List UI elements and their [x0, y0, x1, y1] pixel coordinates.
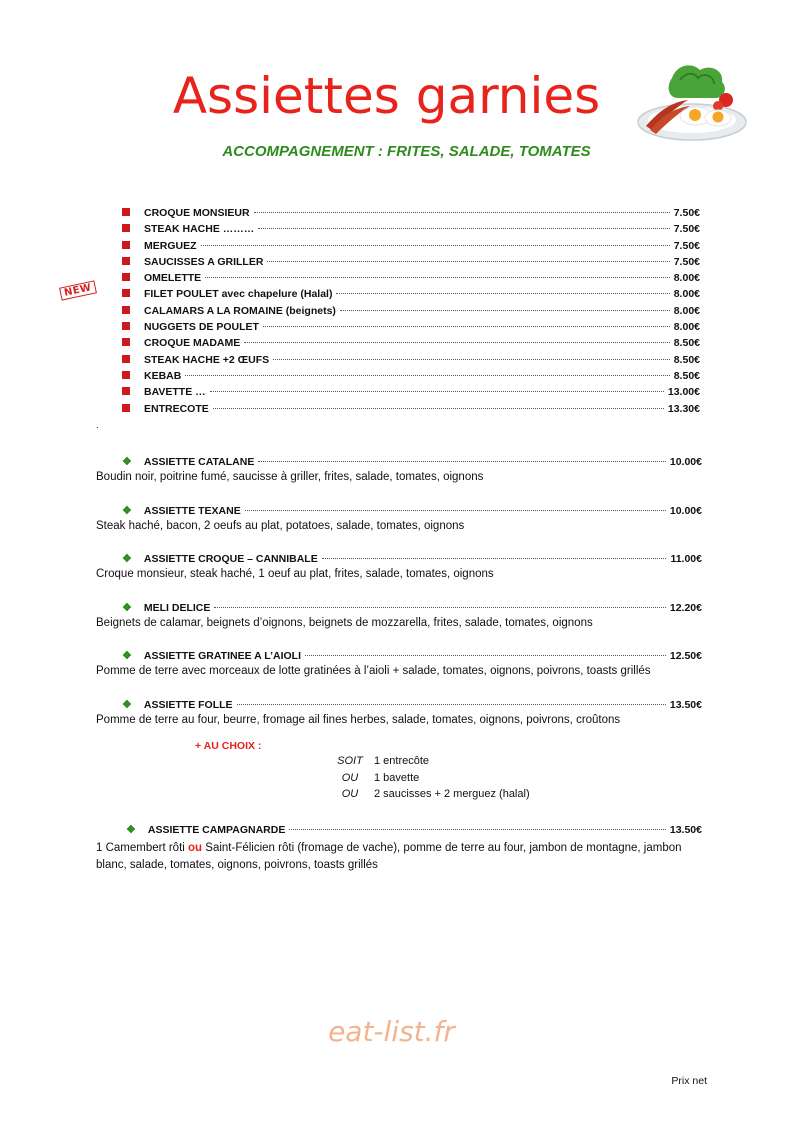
item-name: ASSIETTE GRATINEE A L’AIOLI: [143, 650, 301, 662]
au-choix-label: + AU CHOIX :: [195, 740, 262, 752]
dot-leader: [245, 510, 666, 511]
bullet-icon: [122, 355, 130, 363]
dot-leader: [336, 293, 669, 294]
dot-leader: [322, 558, 667, 559]
list-item: [122, 256, 700, 272]
list-item: [122, 272, 700, 288]
description-or: ou: [188, 842, 203, 854]
diamond-bullet-icon: ❖: [122, 505, 132, 517]
assiette-header: [96, 455, 702, 468]
bullet-icon: [122, 404, 130, 412]
item-name: KEBAB: [144, 369, 182, 382]
item-price: 7.50€: [673, 239, 700, 252]
dot-leader: [185, 375, 669, 376]
item-price: 10.00€: [669, 456, 702, 468]
item-name: ASSIETTE CATALANE: [143, 456, 255, 468]
item-description: Beignets de calamar, beignets d’oignons, beignets de mozzarella, frites, salade, tomates, oignons: [96, 617, 593, 629]
assiette-croque-cannibale: [96, 552, 702, 580]
breakfast-plate-icon: [632, 58, 747, 144]
item-price: 8.50€: [673, 353, 700, 366]
description-part: 1 Camembert rôti: [96, 842, 189, 854]
separator-dot: .: [96, 420, 99, 431]
price-list: [122, 207, 700, 419]
item-price: 13.00€: [667, 386, 700, 399]
bullet-icon: [122, 371, 130, 379]
footer-note: Prix net: [671, 1075, 707, 1087]
dot-leader: [267, 261, 669, 262]
item-name: STEAK HACHE +2 ŒUFS: [144, 353, 270, 366]
list-item: [122, 223, 700, 239]
dot-leader: [340, 310, 670, 311]
assiette-gratinee: [96, 649, 702, 677]
list-item: [122, 321, 700, 337]
item-price: 13.50€: [669, 699, 702, 711]
item-name: ASSIETTE TEXANE: [143, 505, 241, 517]
item-name: ASSIETTE CROQUE – CANNIBALE: [143, 553, 318, 565]
dot-leader: [210, 391, 664, 392]
choice-value: 1 bavette: [374, 771, 420, 784]
item-price: 13.50€: [669, 824, 702, 836]
item-name: ASSIETTE FOLLE: [143, 699, 233, 711]
diamond-bullet-icon: ❖: [122, 650, 132, 662]
assiette-header: [96, 823, 702, 836]
page-subtitle: ACCOMPAGNEMENT : FRITES, SALADE, TOMATES: [222, 143, 591, 160]
list-item: [122, 370, 700, 386]
dot-leader: [263, 326, 670, 327]
item-name: ASSIETTE CAMPAGNARDE: [147, 824, 286, 836]
item-name: ENTRECOTE: [144, 402, 209, 415]
assiette-header: [96, 649, 702, 662]
dot-leader: [201, 245, 670, 246]
dot-leader: [273, 359, 670, 360]
list-item: [122, 240, 700, 256]
list-item: [122, 207, 700, 223]
au-choix-options: [330, 755, 530, 805]
item-name: SAUCISSES A GRILLER: [144, 255, 264, 268]
item-name: FILET POULET avec chapelure (Halal): [144, 288, 333, 301]
item-name: CROQUE MONSIEUR: [144, 207, 250, 219]
item-price: 12.50€: [669, 650, 702, 662]
item-name: NUGGETS DE POULET: [144, 321, 259, 334]
item-name: STEAK HACHE ………: [144, 223, 255, 236]
bullet-icon: [122, 338, 130, 346]
choice-keyword: OU: [341, 771, 359, 784]
bullet-icon: [122, 387, 130, 395]
item-price: 8.00€: [673, 288, 700, 301]
dot-leader: [237, 704, 666, 705]
item-price: 10.00€: [669, 505, 702, 517]
choice-option: [330, 755, 530, 772]
list-item: [122, 337, 700, 353]
item-price: 8.50€: [673, 369, 700, 382]
assiette-header: [96, 504, 702, 517]
item-name: CROQUE MADAME: [144, 337, 241, 350]
bullet-icon: [122, 273, 130, 281]
item-description: [96, 840, 702, 874]
item-price: 8.00€: [673, 272, 700, 285]
assiette-header: [96, 601, 702, 614]
list-item: [122, 403, 700, 419]
diamond-bullet-icon: ❖: [126, 824, 136, 836]
item-price: 8.00€: [673, 321, 700, 334]
item-description: Croque monsieur, steak haché, 1 oeuf au plat, frites, salade, tomates, oignons: [96, 568, 494, 580]
item-name: MELI DELICE: [143, 602, 211, 614]
diamond-bullet-icon: ❖: [122, 699, 132, 711]
dot-leader: [214, 607, 665, 608]
item-name: CALAMARS A LA ROMAINE (beignets): [144, 304, 336, 317]
diamond-bullet-icon: ❖: [122, 553, 132, 565]
bullet-icon: [122, 208, 130, 216]
meli-delice: [96, 601, 702, 629]
item-price: 13.30€: [667, 402, 700, 415]
bullet-icon: [122, 257, 130, 265]
dot-leader: [258, 228, 669, 229]
dot-leader: [205, 277, 670, 278]
bullet-icon: [122, 224, 130, 232]
diamond-bullet-icon: ❖: [122, 602, 132, 614]
item-price: 8.00€: [673, 304, 700, 317]
assiette-texane: [96, 504, 702, 532]
item-price: 8.50€: [673, 337, 700, 350]
watermark: eat-list.fr: [328, 1015, 455, 1048]
list-item: [122, 288, 700, 304]
item-description: Pomme de terre avec morceaux de lotte gratinées à l’aioli + salade, tomates, oignons, poivrons, toasts grillés: [96, 665, 651, 677]
choice-value: 2 saucisses + 2 merguez (halal): [374, 788, 530, 800]
item-price: 7.50€: [673, 223, 700, 236]
list-item: [122, 386, 700, 402]
choice-keyword: SOIT: [337, 755, 363, 767]
item-description: Boudin noir, poitrine fumé, saucisse à griller, frites, salade, tomates, oignons: [96, 471, 484, 483]
item-description: Steak haché, bacon, 2 oeufs au plat, potatoes, salade, tomates, oignons: [96, 520, 465, 532]
dot-leader: [258, 461, 666, 462]
list-item: [122, 305, 700, 321]
dot-leader: [254, 212, 670, 213]
choice-value: 1 entrecôte: [374, 755, 430, 767]
assiette-header: [96, 552, 702, 565]
dot-leader: [305, 655, 666, 656]
dot-leader: [213, 408, 664, 409]
description-part: Saint-Félicien rôti (fromage de vache), pomme de terre au four, jambon de montagne, jambon blanc, salade, tomates, oignons, poivrons, toasts grillés: [96, 842, 682, 871]
item-price: 7.50€: [673, 207, 700, 219]
dot-leader: [289, 829, 666, 830]
item-description: Pomme de terre au four, beurre, fromage ail fines herbes, salade, tomates, oignons, poivrons, croûtons: [96, 714, 621, 726]
bullet-icon: [122, 289, 130, 297]
diamond-bullet-icon: ❖: [122, 456, 132, 468]
choice-option: [330, 772, 530, 789]
bullet-icon: [122, 306, 130, 314]
new-badge: NEW: [59, 280, 97, 300]
choice-option: [330, 788, 530, 805]
assiette-header: [96, 698, 702, 711]
item-price: 12.20€: [669, 602, 702, 614]
item-price: 7.50€: [673, 255, 700, 268]
item-name: MERGUEZ: [144, 239, 197, 252]
item-price: 11.00€: [670, 553, 702, 565]
assiette-folle: [96, 698, 702, 726]
assiette-campagnarde: [96, 823, 702, 874]
list-item: [122, 354, 700, 370]
page-title: Assiettes garnies: [172, 67, 601, 125]
choice-keyword: OU: [341, 788, 359, 800]
assiette-catalane: [96, 455, 702, 483]
dot-leader: [244, 342, 669, 343]
bullet-icon: [122, 322, 130, 330]
bullet-icon: [122, 241, 130, 249]
item-name: BAVETTE …: [144, 386, 206, 399]
item-name: OMELETTE: [144, 272, 202, 285]
